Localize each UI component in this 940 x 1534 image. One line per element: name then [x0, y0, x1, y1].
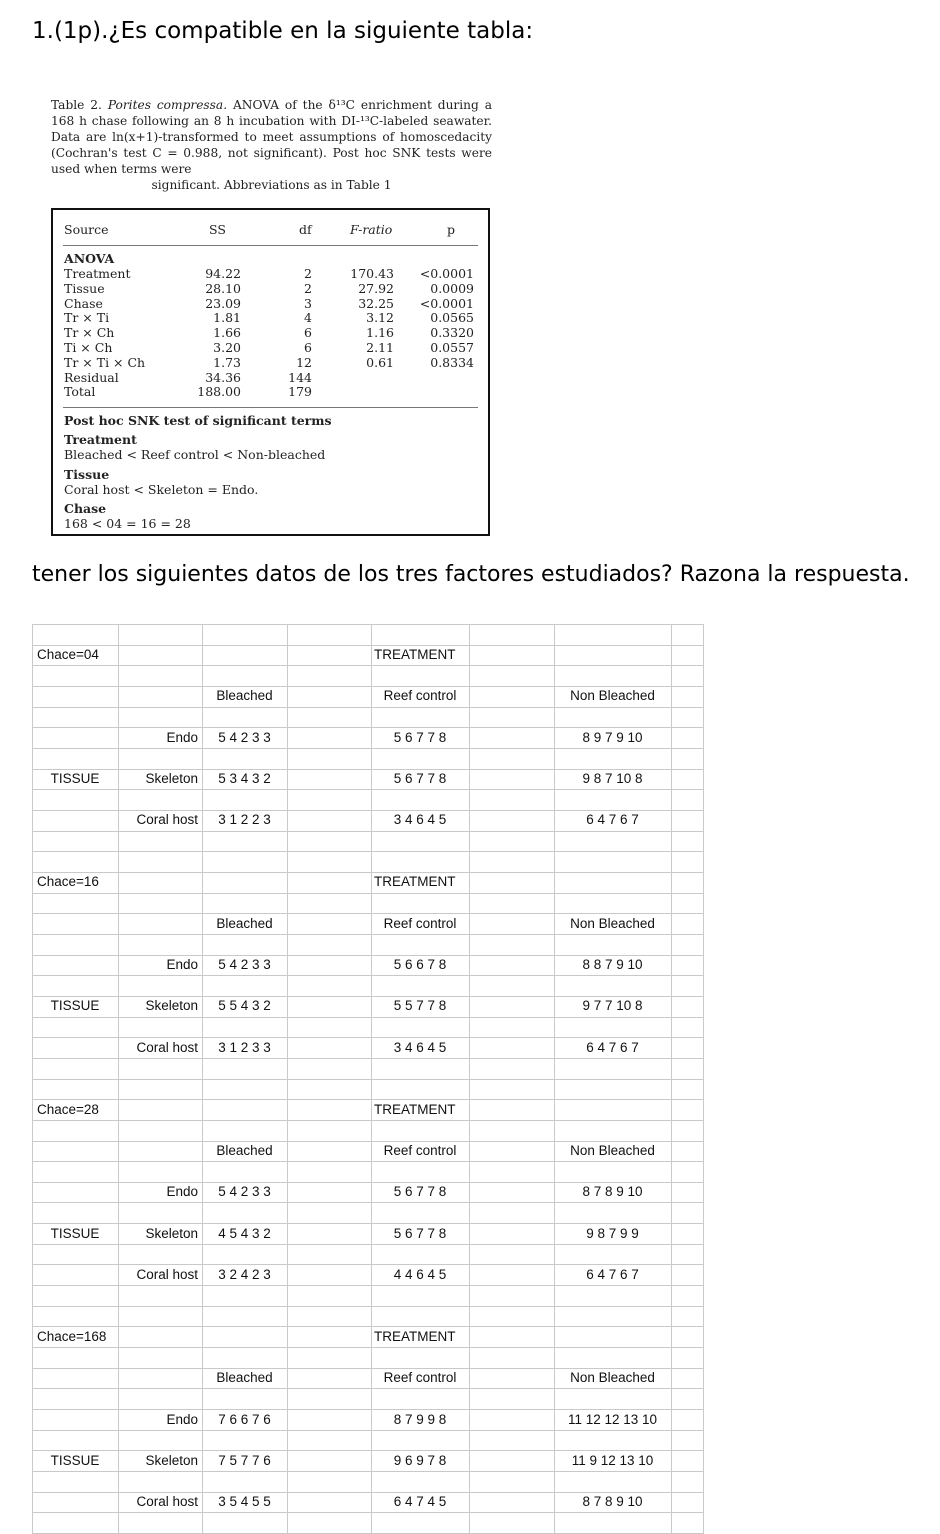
header-f-ratio: F-ratio [350, 222, 393, 237]
anova-df-cell: 12 [296, 354, 312, 370]
bleached-values: 5 3 4 3 2 [218, 771, 271, 786]
reef-control-values: 5 6 7 7 8 [393, 1226, 447, 1241]
non-bleached-values: 6 4 7 6 7 [586, 1267, 639, 1282]
anova-ss-cell: 1.73 [213, 354, 241, 370]
anova-source-cell: Residual [64, 369, 119, 385]
header-df: df [299, 222, 312, 237]
posthoc-term: Chase [64, 501, 107, 516]
tissue-label: TISSUE [50, 1453, 100, 1468]
posthoc-rule [63, 407, 478, 408]
column-reef-control: Reef control [383, 1370, 457, 1385]
anova-source-cell: Chase [64, 295, 103, 311]
anova-ss-cell: 3.20 [213, 340, 241, 355]
anova-source-cell: Ti × Ch [64, 340, 113, 355]
non-bleached-values: 8 7 8 9 10 [582, 1184, 643, 1199]
grid-hline [32, 1161, 703, 1162]
treatment-label: TREATMENT [374, 874, 456, 889]
reef-control-values: 8 7 9 9 8 [393, 1412, 447, 1427]
reef-control-values: 6 4 7 4 5 [393, 1494, 447, 1509]
chace-label: Chace=04 [37, 647, 99, 662]
anova-source-cell: Tr × Ti [64, 310, 110, 326]
anova-row [53, 296, 488, 311]
grid-hline [32, 975, 703, 976]
anova-df-cell: 4 [304, 310, 312, 326]
anova-row [53, 281, 488, 296]
grid-hline [32, 1306, 703, 1307]
grid-hline [32, 1079, 703, 1080]
grid-hline [32, 1099, 703, 1100]
grid-hline [32, 1471, 703, 1472]
anova-df-cell: 2 [304, 266, 312, 281]
anova-f-cell: 3.12 [366, 310, 394, 326]
reef-control-values: 3 4 6 4 5 [393, 1040, 447, 1055]
anova-row [53, 340, 488, 355]
non-bleached-values: 9 8 7 10 8 [582, 771, 643, 786]
column-bleached: Bleached [216, 916, 273, 931]
grid-hline [32, 1388, 703, 1389]
anova-source-cell: Tr × Ti × Ch [64, 354, 146, 370]
grid-hline [32, 665, 703, 666]
caption-label: Table 2. [51, 98, 108, 112]
anova-ss-cell: 1.66 [213, 325, 241, 341]
bleached-values: 7 6 6 7 6 [218, 1412, 271, 1427]
anova-row [53, 325, 488, 340]
question-line-1: 1.(1p).¿Es compatible en la siguiente tabla: [32, 18, 534, 44]
bleached-values: 5 4 2 3 3 [218, 957, 271, 972]
grid-hline [32, 1202, 703, 1203]
anova-source-cell: Total [64, 384, 96, 400]
anova-df-cell: 6 [304, 325, 312, 341]
anova-f-cell: 1.16 [366, 325, 394, 341]
non-bleached-values: 9 7 7 10 8 [582, 998, 643, 1013]
tissue-name: Skeleton [145, 1226, 198, 1241]
treatment-label: TREATMENT [374, 1102, 456, 1117]
grid-hline [32, 872, 703, 873]
grid-hline [32, 831, 703, 832]
anova-p-cell: 0.0009 [430, 280, 474, 296]
caption-body: ANOVA of the δ¹³C enrichment during a 168 h chase following an 8 h incubation with DI-¹³C-labeled seawater. Data are ln(x+1)-transformed to meet assumptions of homoscedacity (Cochran's test C = 0.988, not significant). Post hoc SNK tests were used when terms were [51, 98, 492, 176]
reef-control-values: 5 6 7 7 8 [393, 771, 447, 786]
anova-section-label: ANOVA [64, 251, 115, 266]
header-p: p [447, 222, 456, 237]
bleached-values: 5 4 2 3 3 [218, 730, 271, 745]
anova-p-cell: 0.0565 [430, 310, 474, 326]
tissue-name: Endo [166, 730, 198, 745]
treatment-label: TREATMENT [374, 1329, 456, 1344]
posthoc-result: 168 < 04 = 16 = 28 [64, 516, 191, 531]
column-non-bleached: Non Bleached [570, 1143, 655, 1158]
grid-hline [32, 707, 703, 708]
non-bleached-values: 6 4 7 6 7 [586, 812, 639, 827]
grid-hline [32, 624, 703, 625]
non-bleached-values: 8 9 7 9 10 [582, 730, 643, 745]
reef-control-values: 5 6 6 7 8 [393, 957, 447, 972]
column-reef-control: Reef control [383, 916, 457, 931]
header-rule [63, 245, 478, 246]
anova-f-cell: 170.43 [350, 266, 394, 281]
anova-row [53, 355, 488, 370]
column-non-bleached: Non Bleached [570, 916, 655, 931]
anova-row [53, 370, 488, 385]
posthoc-title: Post hoc SNK test of significant terms [64, 413, 332, 428]
posthoc-term: Treatment [64, 432, 137, 447]
grid-hline [32, 1285, 703, 1286]
column-reef-control: Reef control [383, 688, 457, 703]
anova-f-cell: 32.25 [358, 295, 394, 311]
tissue-label: TISSUE [50, 998, 100, 1013]
anova-p-cell: 0.0557 [430, 340, 474, 355]
grid-hline [32, 934, 703, 935]
anova-p-cell: 0.3320 [430, 325, 474, 341]
grid-hline [32, 789, 703, 790]
tissue-name: Skeleton [145, 998, 198, 1013]
grid-hline [32, 851, 703, 852]
tissue-name: Coral host [136, 1040, 198, 1055]
anova-ss-cell: 94.22 [205, 266, 241, 281]
bleached-values: 5 5 4 3 2 [218, 998, 271, 1013]
anova-source-cell: Treatment [64, 266, 131, 281]
tissue-name: Coral host [136, 1267, 198, 1282]
column-bleached: Bleached [216, 1370, 273, 1385]
tissue-label: TISSUE [50, 1226, 100, 1241]
anova-ss-cell: 188.00 [197, 384, 241, 400]
non-bleached-values: 11 12 12 13 10 [567, 1412, 658, 1427]
column-bleached: Bleached [216, 688, 273, 703]
anova-row [53, 384, 488, 399]
grid-vline [703, 624, 704, 1534]
data-spreadsheet [32, 624, 703, 1534]
non-bleached-values: 9 8 7 9 9 [586, 1226, 639, 1241]
anova-row [53, 266, 488, 281]
header-source: Source [64, 222, 109, 237]
chace-label: Chace=16 [37, 874, 99, 889]
grid-hline [32, 645, 703, 646]
reef-control-values: 4 4 6 4 5 [393, 1267, 447, 1282]
anova-p-cell: <0.0001 [419, 295, 474, 311]
column-bleached: Bleached [216, 1143, 273, 1158]
grid-hline [32, 1512, 703, 1513]
non-bleached-values: 8 7 8 9 10 [582, 1494, 643, 1509]
anova-f-cell: 2.11 [366, 340, 394, 355]
grid-hline [32, 1058, 703, 1059]
bleached-values: 3 2 4 2 3 [218, 1267, 271, 1282]
tissue-name: Skeleton [145, 1453, 198, 1468]
reef-control-values: 5 5 7 7 8 [393, 998, 447, 1013]
grid-hline [32, 1347, 703, 1348]
grid-hline [32, 1326, 703, 1327]
anova-df-cell: 179 [288, 384, 312, 400]
chace-label: Chace=28 [37, 1102, 99, 1117]
bleached-values: 3 5 4 5 5 [218, 1494, 271, 1509]
tissue-name: Endo [166, 1184, 198, 1199]
non-bleached-values: 11 9 12 13 10 [571, 1453, 654, 1468]
anova-table [51, 208, 490, 536]
chace-label: Chace=168 [37, 1329, 107, 1344]
reef-control-values: 3 4 6 4 5 [393, 812, 447, 827]
bleached-values: 7 5 7 7 6 [218, 1453, 271, 1468]
grid-hline [32, 1244, 703, 1245]
bleached-values: 4 5 4 3 2 [218, 1226, 271, 1241]
tissue-name: Coral host [136, 1494, 198, 1509]
anova-df-cell: 3 [304, 295, 312, 311]
anova-df-cell: 6 [304, 340, 312, 355]
anova-ss-cell: 34.36 [205, 369, 241, 385]
column-reef-control: Reef control [383, 1143, 457, 1158]
posthoc-result: Bleached < Reef control < Non-bleached [64, 447, 326, 462]
grid-hline [32, 1017, 703, 1018]
posthoc-term: Tissue [64, 466, 110, 482]
anova-p-cell: <0.0001 [419, 266, 474, 281]
anova-df-cell: 144 [288, 369, 312, 385]
treatment-label: TREATMENT [374, 647, 456, 662]
tissue-name: Endo [166, 957, 198, 972]
anova-ss-cell: 23.09 [205, 295, 241, 311]
tissue-name: Endo [166, 1412, 198, 1427]
header-ss: SS [209, 222, 226, 237]
tissue-label: TISSUE [50, 771, 100, 786]
non-bleached-values: 6 4 7 6 7 [586, 1040, 639, 1055]
bleached-values: 3 1 2 2 3 [218, 812, 271, 827]
question-line-2: tener los siguientes datos de los tres factores estudiados? Razona la respuesta. [32, 562, 910, 587]
anova-f-cell: 0.61 [366, 354, 394, 370]
reef-control-values: 5 6 7 7 8 [393, 730, 447, 745]
tissue-name: Coral host [136, 812, 198, 827]
anova-ss-cell: 28.10 [205, 280, 241, 296]
grid-hline [32, 1120, 703, 1121]
anova-source-cell: Tr × Ch [64, 325, 115, 341]
reef-control-values: 9 6 9 7 8 [393, 1453, 447, 1468]
table-caption [51, 97, 492, 193]
caption-last-line: significant. Abbreviations as in Table 1 [151, 178, 392, 192]
anova-row [53, 310, 488, 325]
tissue-name: Skeleton [145, 771, 198, 786]
bleached-values: 3 1 2 3 3 [218, 1040, 271, 1055]
anova-p-cell: 0.8334 [430, 354, 474, 370]
caption-species: Porites compressa. [107, 98, 228, 112]
column-non-bleached: Non Bleached [570, 688, 655, 703]
anova-ss-cell: 1.81 [213, 310, 241, 326]
anova-source-cell: Tissue [64, 280, 105, 296]
grid-hline [32, 1430, 703, 1431]
grid-hline [32, 748, 703, 749]
anova-f-cell: 27.92 [358, 280, 394, 296]
reef-control-values: 5 6 7 7 8 [393, 1184, 447, 1199]
column-non-bleached: Non Bleached [570, 1370, 655, 1385]
grid-hline [32, 893, 703, 894]
bleached-values: 5 4 2 3 3 [218, 1184, 271, 1199]
non-bleached-values: 8 8 7 9 10 [582, 957, 643, 972]
anova-df-cell: 2 [304, 280, 312, 296]
posthoc-result: Coral host < Skeleton = Endo. [64, 481, 259, 497]
